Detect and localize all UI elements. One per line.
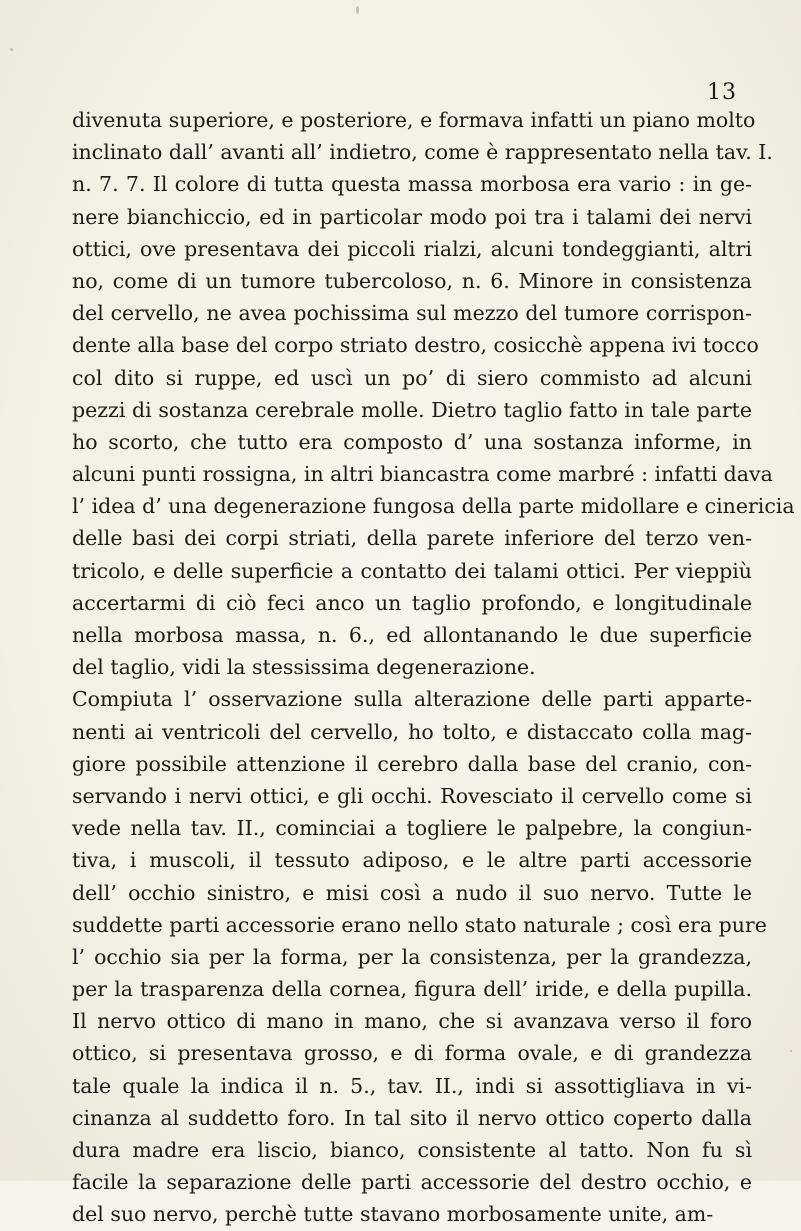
text-line: del suo nervo, perchè tutte stavano morbosamente unite, am-: [72, 1202, 714, 1227]
paper-speck: [356, 6, 359, 14]
text-line: tale quale la indica il n. 5., tav. II., indi si assottigliava in vi-: [72, 1073, 752, 1098]
text-line: divenuta superiore, e posteriore, e formava infatti un piano molto: [72, 108, 756, 132]
text-line: dell’ occhio sinistro, e misi così a nudo il suo nervo. Tutte le: [72, 880, 752, 905]
text-line: tiva, i muscoli, il tessuto adiposo, e le altre parti accessorie: [72, 848, 752, 873]
text-line: tricolo, e delle superficie a contatto dei talami ottici. Per vieppiù: [72, 558, 752, 583]
text-line: nere bianchiccio, ed in particolar modo poi tra i talami dei nervi: [72, 204, 752, 229]
text-line: vede nella tav. II., cominciai a togliere le palpebre, la congiun-: [72, 816, 752, 841]
text-line: cinanza al suddetto foro. In tal sito il nervo ottico coperto dalla: [72, 1105, 752, 1130]
text-line: l’ occhio sia per la forma, per la consistenza, per la grandezza,: [72, 944, 752, 969]
text-line: delle basi dei corpi striati, della parete inferiore del terzo ven-: [72, 526, 752, 551]
text-line: Compiuta l’ osservazione sulla alterazione delle parti apparte-: [72, 687, 752, 712]
text-line: col dito si ruppe, ed uscì un po’ di siero commisto ad alcuni: [72, 365, 752, 390]
text-line: nella morbosa massa, n. 6., ed allontanando le due superficie: [72, 623, 752, 647]
text-line: del cervello, ne avea pochissima sul mezzo del tumore corrispon-: [72, 301, 752, 326]
text-line: suddette parti accessorie erano nello stato naturale ; così era pure: [72, 912, 767, 937]
text-line: n. 7. 7. Il colore di tutta questa massa morbosa era vario : in ge-: [72, 172, 752, 197]
text-line: ho scorto, che tutto era composto d’ una sostanza informe, in: [72, 429, 752, 454]
text-line: dente alla base del corpo striato destro, cosicchè appena ivi tocco: [72, 333, 759, 358]
body-text: [72, 104, 795, 1231]
text-line: del taglio, vidi la stessissima degenerazione.: [72, 655, 536, 680]
paper-speck: [10, 48, 13, 51]
text-line: facile la separazione delle parti accessorie del destro occhio, e: [72, 1170, 752, 1195]
text-line: Il nervo ottico di mano in mano, che si avanzava verso il foro: [72, 1009, 752, 1034]
text-line: servando i nervi ottici, e gli occhi. Rovesciato il cervello come si: [72, 783, 752, 808]
text-line: no, come di un tumore tubercoloso, n. 6. Minore in consistenza: [72, 268, 752, 293]
text-line: per la trasparenza della cornea, figura dell’ iride, e della pupilla.: [72, 977, 752, 1002]
text-line: giore possibile attenzione il cerebro dalla base del cranio, con-: [72, 751, 752, 776]
text-line: ottico, si presentava grosso, e di forma ovale, e di grandezza: [72, 1041, 752, 1066]
text-line: l’ idea d’ una degenerazione fungosa della parte midollare e cinericia: [72, 494, 795, 519]
text-line: ottici, ove presentava dei piccoli rialzi, alcuni tondeggianti, altri: [72, 236, 752, 261]
text-line: nenti ai ventricoli del cervello, ho tolto, e distaccato colla mag-: [72, 719, 752, 744]
text-line: dura madre era liscio, bianco, consistente al tatto. Non fu sì: [72, 1138, 752, 1162]
paper-speck: [790, 1050, 792, 1052]
page-number: 13: [707, 80, 737, 105]
text-line: accertarmi di ciò feci anco un taglio profondo, e longitudinale: [72, 590, 752, 615]
text-line: alcuni punti rossigna, in altri biancastra come marbré : infatti dava: [72, 462, 773, 487]
text-line: pezzi di sostanza cerebrale molle. Dietro taglio fatto in tale parte: [72, 397, 752, 422]
text-line: inclinato dall’ avanti all’ indietro, come è rappresentato nella tav. I.: [72, 140, 773, 165]
